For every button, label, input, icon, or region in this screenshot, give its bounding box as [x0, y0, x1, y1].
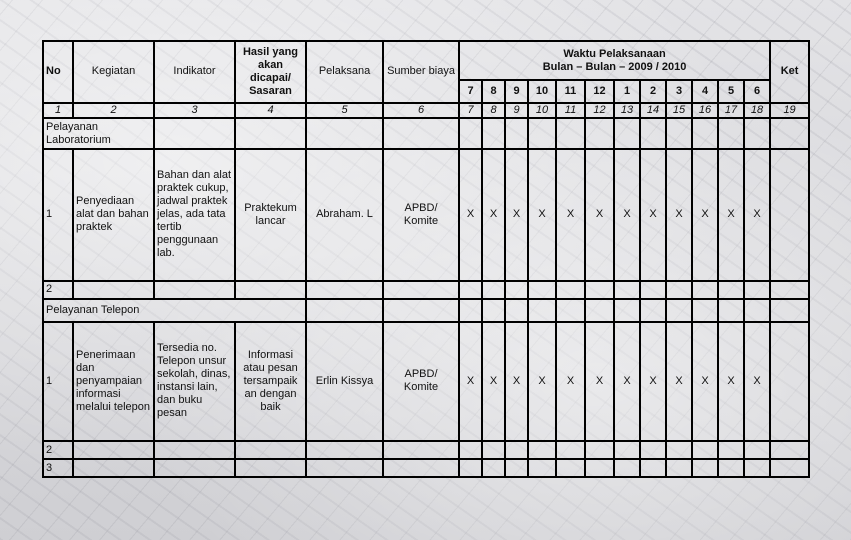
row-number: 1 [43, 322, 73, 441]
empty-cell [718, 281, 744, 300]
empty-cell [505, 299, 528, 322]
schedule-mark: X [718, 149, 744, 281]
table-row [43, 149, 809, 281]
section-title-row [43, 118, 809, 149]
empty-cell [640, 281, 666, 300]
empty-cell [73, 281, 154, 300]
column-number: 13 [614, 103, 640, 118]
table-body [43, 41, 809, 477]
column-number: 16 [692, 103, 718, 118]
empty-cell [744, 441, 770, 460]
empty-cell [459, 118, 482, 149]
month-header: 8 [482, 80, 505, 103]
empty-cell [585, 118, 614, 149]
empty-cell [718, 441, 744, 460]
empty-cell [459, 281, 482, 300]
ket-cell [770, 322, 809, 441]
column-number: 1 [43, 103, 73, 118]
empty-cell [235, 459, 306, 477]
indikator-cell: Bahan dan alat praktek cukup, jadwal praktek jelas, ada tata tertib penggunaan lab. [154, 149, 235, 281]
sumber-cell: APBD/ Komite [383, 322, 459, 441]
empty-cell [556, 441, 585, 460]
header-ket: Ket [770, 41, 809, 103]
header-waktu-title: Waktu Pelaksanaan [563, 47, 666, 60]
section-title: Pelayanan Telepon [43, 299, 306, 322]
section-title-row [43, 299, 809, 322]
empty-cell [556, 281, 585, 300]
empty-cell [556, 459, 585, 477]
month-header: 3 [666, 80, 692, 103]
column-number: 7 [459, 103, 482, 118]
header-hasil: Hasil yang akan dicapai/ Sasaran [235, 41, 306, 103]
empty-cell [614, 441, 640, 460]
empty-cell [614, 118, 640, 149]
header-pelaksana: Pelaksana [306, 41, 383, 103]
pelaksana-cell: Erlin Kissya [306, 322, 383, 441]
empty-cell [459, 459, 482, 477]
table-row [43, 322, 809, 441]
column-number-row [43, 103, 809, 118]
sumber-cell: APBD/ Komite [383, 149, 459, 281]
header-kegiatan: Kegiatan [73, 41, 154, 103]
empty-cell [528, 118, 556, 149]
empty-cell [505, 441, 528, 460]
empty-cell [640, 118, 666, 149]
empty-cell [718, 299, 744, 322]
header-sumber: Sumber biaya [383, 41, 459, 103]
empty-cell [692, 118, 718, 149]
empty-cell [744, 299, 770, 322]
empty-cell [235, 118, 306, 149]
empty-cell [73, 441, 154, 460]
schedule-mark: X [666, 149, 692, 281]
empty-cell [585, 299, 614, 322]
schedule-mark: X [505, 322, 528, 441]
column-number: 15 [666, 103, 692, 118]
empty-cell [528, 459, 556, 477]
table-row [43, 441, 809, 460]
empty-cell [383, 441, 459, 460]
empty-cell [770, 281, 809, 300]
month-header: 1 [614, 80, 640, 103]
schedule-mark: X [556, 322, 585, 441]
schedule-mark: X [528, 322, 556, 441]
month-header: 2 [640, 80, 666, 103]
empty-cell [482, 281, 505, 300]
schedule-mark: X [505, 149, 528, 281]
hasil-cell: Informasi atau pesan tersampaik an dengan baik [235, 322, 306, 441]
section-title: Pelayanan Laboratorium [43, 118, 154, 149]
pelaksana-cell: Abraham. L [306, 149, 383, 281]
column-number: 19 [770, 103, 809, 118]
column-number: 8 [482, 103, 505, 118]
month-header: 12 [585, 80, 614, 103]
column-number: 4 [235, 103, 306, 118]
schedule-mark: X [528, 149, 556, 281]
empty-cell [235, 441, 306, 460]
column-number: 6 [383, 103, 459, 118]
header-waktu [459, 41, 770, 80]
table-row [43, 281, 809, 300]
empty-cell [692, 459, 718, 477]
empty-cell [614, 459, 640, 477]
empty-cell [692, 299, 718, 322]
empty-cell [666, 441, 692, 460]
schedule-mark: X [692, 149, 718, 281]
column-number: 14 [640, 103, 666, 118]
column-number: 17 [718, 103, 744, 118]
schedule-mark: X [459, 322, 482, 441]
month-header: 10 [528, 80, 556, 103]
row-number: 2 [43, 441, 73, 460]
empty-cell [718, 118, 744, 149]
empty-cell [528, 441, 556, 460]
empty-cell [383, 299, 459, 322]
empty-cell [770, 459, 809, 477]
row-number: 2 [43, 281, 73, 300]
kegiatan-cell: Penerimaan dan penyampaian informasi melalui telepon [73, 322, 154, 441]
empty-cell [614, 299, 640, 322]
empty-cell [505, 459, 528, 477]
kegiatan-cell: Penyediaan alat dan bahan praktek [73, 149, 154, 281]
schedule-mark: X [666, 322, 692, 441]
empty-cell [154, 118, 235, 149]
activity-plan-table [42, 40, 810, 478]
empty-cell [505, 118, 528, 149]
empty-cell [744, 118, 770, 149]
header-no: No [43, 41, 73, 103]
column-number: 2 [73, 103, 154, 118]
empty-cell [666, 299, 692, 322]
schedule-mark: X [614, 149, 640, 281]
schedule-mark: X [692, 322, 718, 441]
empty-cell [459, 441, 482, 460]
empty-cell [306, 299, 383, 322]
schedule-mark: X [744, 149, 770, 281]
month-header: 4 [692, 80, 718, 103]
header-row [43, 41, 809, 80]
empty-cell [666, 118, 692, 149]
empty-cell [614, 281, 640, 300]
empty-cell [459, 299, 482, 322]
empty-cell [482, 459, 505, 477]
empty-cell [770, 118, 809, 149]
month-header: 5 [718, 80, 744, 103]
empty-cell [640, 441, 666, 460]
indikator-cell: Tersedia no. Telepon unsur sekolah, dinas, instansi lain, dan buku pesan [154, 322, 235, 441]
hasil-cell: Praktekum lancar [235, 149, 306, 281]
column-number: 9 [505, 103, 528, 118]
schedule-mark: X [640, 149, 666, 281]
schedule-mark: X [556, 149, 585, 281]
empty-cell [73, 459, 154, 477]
schedule-mark: X [482, 322, 505, 441]
empty-cell [692, 281, 718, 300]
empty-cell [585, 441, 614, 460]
column-number: 12 [585, 103, 614, 118]
empty-cell [640, 459, 666, 477]
schedule-mark: X [585, 149, 614, 281]
column-number: 5 [306, 103, 383, 118]
empty-cell [556, 299, 585, 322]
header-indikator: Indikator [154, 41, 235, 103]
empty-cell [306, 281, 383, 300]
empty-cell [482, 299, 505, 322]
month-header: 9 [505, 80, 528, 103]
empty-cell [154, 441, 235, 460]
schedule-mark: X [482, 149, 505, 281]
column-number: 10 [528, 103, 556, 118]
schedule-mark: X [640, 322, 666, 441]
empty-cell [744, 459, 770, 477]
empty-cell [585, 459, 614, 477]
empty-cell [154, 281, 235, 300]
schedule-mark: X [718, 322, 744, 441]
empty-cell [640, 299, 666, 322]
empty-cell [556, 118, 585, 149]
empty-cell [154, 459, 235, 477]
empty-cell [505, 281, 528, 300]
empty-cell [383, 281, 459, 300]
schedule-mark: X [744, 322, 770, 441]
empty-cell [482, 118, 505, 149]
row-number: 3 [43, 459, 73, 477]
ket-cell [770, 149, 809, 281]
empty-cell [306, 459, 383, 477]
header-periode: Bulan – Bulan – 2009 / 2010 [542, 60, 687, 73]
empty-cell [528, 281, 556, 300]
empty-cell [770, 299, 809, 322]
column-number: 3 [154, 103, 235, 118]
empty-cell [666, 281, 692, 300]
column-number: 18 [744, 103, 770, 118]
empty-cell [692, 441, 718, 460]
empty-cell [383, 118, 459, 149]
empty-cell [744, 281, 770, 300]
column-number: 11 [556, 103, 585, 118]
empty-cell [528, 299, 556, 322]
empty-cell [718, 459, 744, 477]
empty-cell [306, 118, 383, 149]
empty-cell [666, 459, 692, 477]
empty-cell [306, 441, 383, 460]
month-header: 7 [459, 80, 482, 103]
empty-cell [482, 441, 505, 460]
row-number: 1 [43, 149, 73, 281]
month-header: 11 [556, 80, 585, 103]
schedule-mark: X [459, 149, 482, 281]
empty-cell [585, 281, 614, 300]
schedule-mark: X [585, 322, 614, 441]
month-header: 6 [744, 80, 770, 103]
schedule-mark: X [614, 322, 640, 441]
table-row [43, 459, 809, 477]
empty-cell [235, 281, 306, 300]
empty-cell [770, 441, 809, 460]
empty-cell [383, 459, 459, 477]
